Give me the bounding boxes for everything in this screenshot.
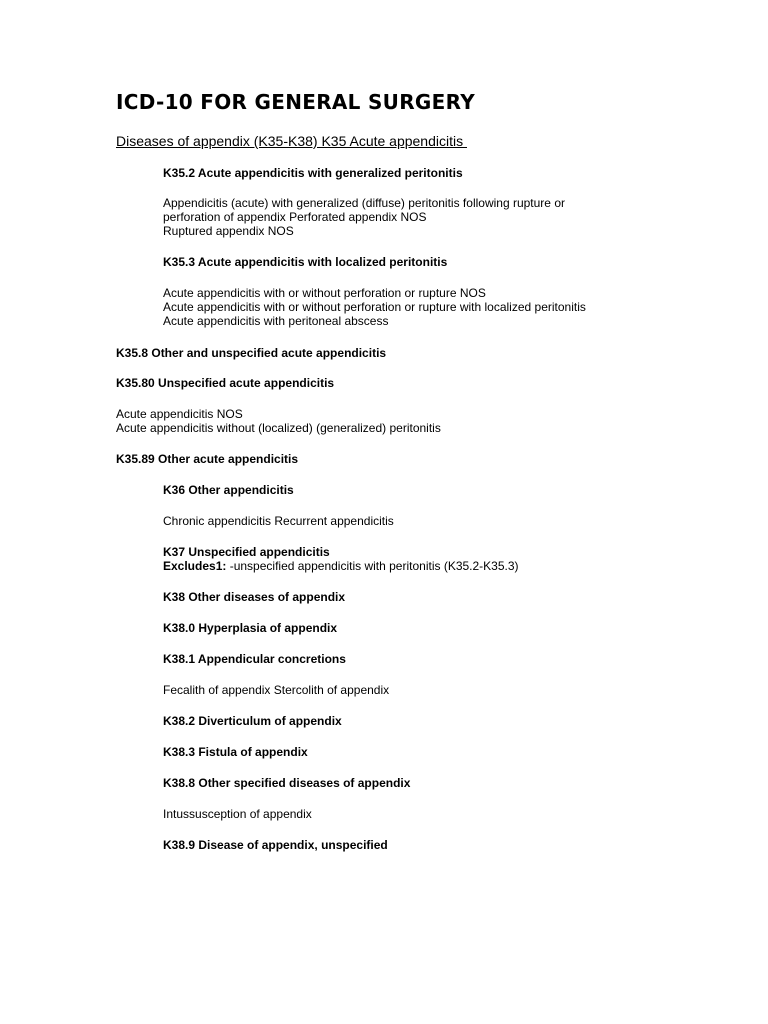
- k35-80-line-1: Acute appendicitis NOS: [116, 407, 243, 421]
- k38-1-line-1: Fecalith of appendix Stercolith of appendix: [163, 683, 390, 697]
- k35-89-heading: K35.89 Other acute appendicitis: [116, 452, 299, 466]
- k35-2-line-1: Appendicitis (acute) with generalized (diffuse) peritonitis following rupture or: [163, 196, 565, 210]
- k35-3-heading: K35.3 Acute appendicitis with localized peritonitis: [163, 255, 448, 269]
- excludes-text: -unspecified appendicitis with peritonitis (K35.2-K35.3): [226, 559, 519, 573]
- k38-1-heading: K38.1 Appendicular concretions: [163, 652, 346, 666]
- k36-line-1: Chronic appendicitis Recurrent appendicitis: [163, 514, 394, 528]
- k35-80-line-2: Acute appendicitis without (localized) (generalized) peritonitis: [116, 421, 441, 435]
- k38-heading: K38 Other diseases of appendix: [163, 590, 346, 604]
- k35-2-line-3: Ruptured appendix NOS: [163, 224, 294, 238]
- excludes-label: Excludes1:: [163, 559, 227, 573]
- k38-3-heading: K38.3 Fistula of appendix: [163, 745, 308, 759]
- k38-8-line-1: Intussusception of appendix: [163, 807, 312, 821]
- k35-8-heading: K35.8 Other and unspecified acute appendicitis: [116, 346, 387, 360]
- k38-2-heading: K38.2 Diverticulum of appendix: [163, 714, 342, 728]
- k38-9-heading: K38.9 Disease of appendix, unspecified: [163, 838, 388, 852]
- k35-2-line-2: perforation of appendix Perforated appendix NOS: [163, 210, 427, 224]
- k35-3-line-2: Acute appendicitis with or without perforation or rupture with localized peritonitis: [163, 300, 586, 314]
- k38-8-heading: K38.8 Other specified diseases of appendix: [163, 776, 411, 790]
- k35-3-line-1: Acute appendicitis with or without perforation or rupture NOS: [163, 286, 486, 300]
- page-title: ICD-10 FOR GENERAL SURGERY: [116, 90, 475, 114]
- k35-3-line-3: Acute appendicitis with peritoneal abscess: [163, 314, 389, 328]
- k38-0-heading: K38.0 Hyperplasia of appendix: [163, 621, 338, 635]
- k35-2-heading: K35.2 Acute appendicitis with generalized peritonitis: [163, 166, 463, 180]
- k37-excludes: [163, 559, 519, 573]
- k35-80-heading: K35.80 Unspecified acute appendicitis: [116, 376, 335, 390]
- k36-heading: K36 Other appendicitis: [163, 483, 294, 497]
- section-subtitle: Diseases of appendix (K35-K38) K35 Acute appendicitis: [116, 133, 467, 149]
- k37-heading: K37 Unspecified appendicitis: [163, 545, 330, 559]
